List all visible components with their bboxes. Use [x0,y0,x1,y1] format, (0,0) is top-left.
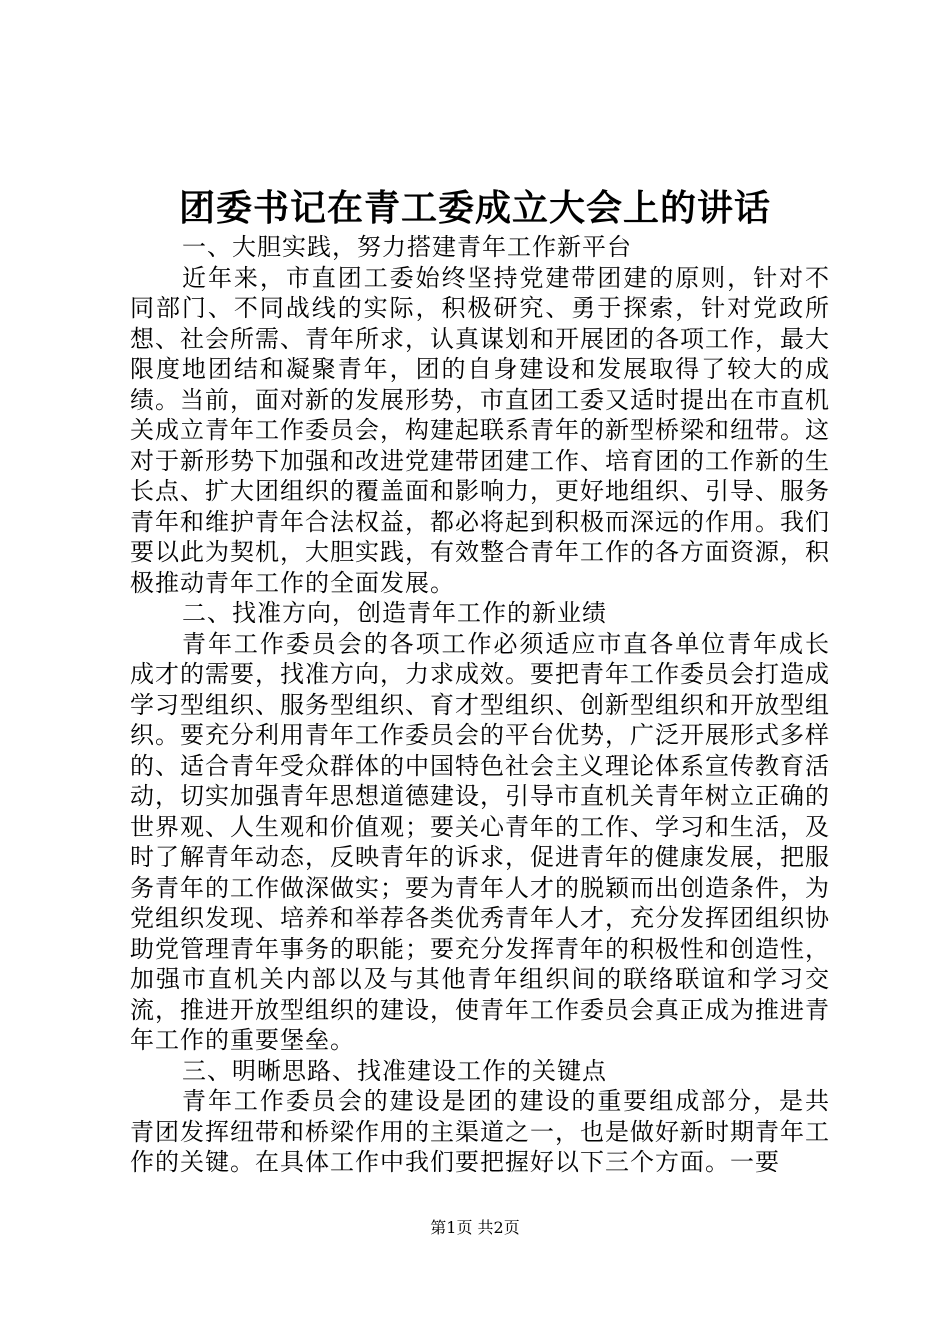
document-body [130,232,830,1178]
section-heading-2: 二、找准方向，创造青年工作的新业绩 [182,599,607,627]
document-title: 团委书记在青工委成立大会上的讲话 [178,187,771,229]
section-paragraph-3: 青年工作委员会的建设是团的建设的重要组成部分，是共青团发挥纽带和桥梁作用的主渠道之一，也是做好新时期青年工作的关键。在具体工作中我们要把握好以下三个方面。一要 [130,1087,830,1176]
section-paragraph-2: 青年工作委员会的各项工作必须适应市直各单位青年成长成才的需要，找准方向，力求成效。要把青年工作委员会打造成学习型组织、服务型组织、育才型组织、创新型组织和开放型组织。要充分利用青年工作委员会的平台优势，广泛开展形式多样的、适合青年受众群体的中国特色社会主义理论体系宣传教育活动，切实加强青年思想道德建设，引导市直机关青年树立正确的世界观、人生观和价值观；要关心青年的工作、学习和生活，及时了解青年动态，反映青年的诉求，促进青年的健康发展，把服务青年的工作做深做实；要为青年人才的脱颖而出创造条件，为党组织发现、培养和举荐各类优秀青年人才，充分发挥团组织协助党管理青年事务的职能；要充分发挥青年的积极性和创造性，加强市直机关内部以及与其他青年组织间的联络联谊和学习交流，推进开放型组织的建设，使青年工作委员会真正成为推进青年工作的重要堡垒。 [130,629,830,1054]
section-heading-1: 一、大胆实践，努力搭建青年工作新平台 [182,233,632,261]
page-footer: 第1页 共2页 [430,1218,520,1237]
section-heading-3: 三、明晰思路、找准建设工作的关键点 [182,1056,607,1085]
section-paragraph-1: 近年来，市直团工委始终坚持党建带团建的原则，针对不同部门、不同战线的实际，积极研究、勇于探索，针对党政所想、社会所需、青年所求，认真谋划和开展团的各项工作，最大限度地团结和凝聚青年，团的自身建设和发展取得了较大的成绩。当前，面对新的发展形势，市直团工委又适时提出在市直机关成立青年工作委员会，构建起联系青年的新型桥梁和纽带。这对于新形势下加强和改进党建带团建工作、培育团的工作新的生长点、扩大团组织的覆盖面和影响力，更好地组织、引导、服务青年和维护青年合法权益，都必将起到积极而深远的作用。我们要以此为契机，大胆实践，有效整合青年工作的各方面资源，积极推动青年工作的全面发展。 [130,263,830,597]
